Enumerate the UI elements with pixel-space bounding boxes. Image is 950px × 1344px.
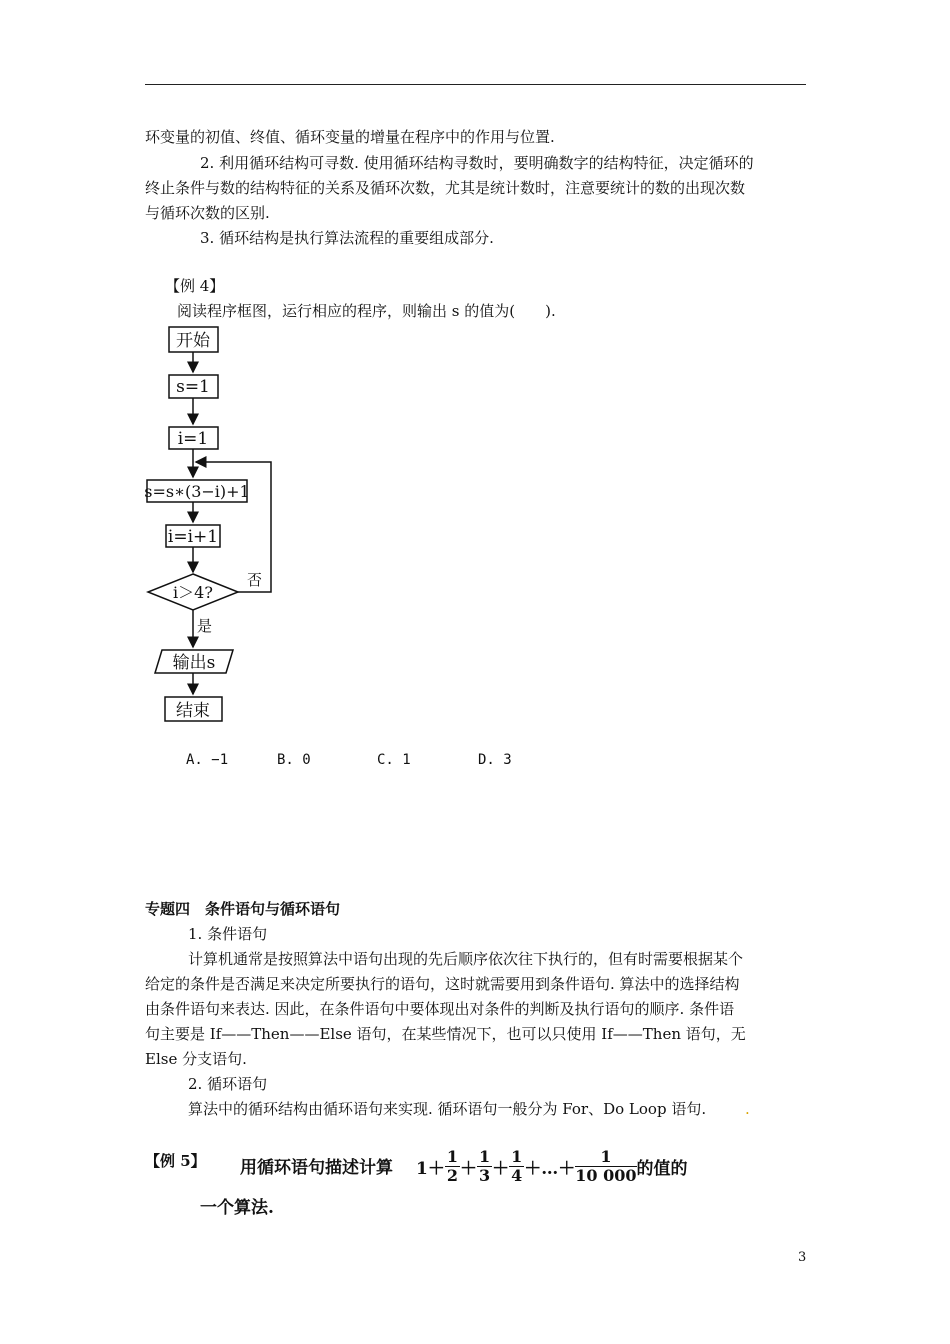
topic4-heading: 专题四 条件语句与循环语句 [145,900,341,918]
flowchart-update-s-label: s=s∗(3−i)+1 [144,482,250,501]
topic4-sub2: 2. 循环语句 [188,1075,268,1093]
example4-label: 【例 4】 [165,277,225,295]
flowchart-i-init-label: i=1 [177,429,209,449]
example5-line2: 一个算法. [200,1198,274,1218]
intro-line-4: 与循环次数的区别. [145,204,270,222]
flowchart-no-label: 否 [247,571,263,589]
topic4-p1-line2: 给定的条件是否满足来决定所要执行的语句，这时就需要用到条件语句. 算法中的选择结构 [145,975,740,993]
decorative-dot: . [745,1100,750,1118]
header-rule [145,84,806,85]
formula-plus-2: ＋ [492,1159,510,1179]
fraction-4 [575,1148,636,1185]
flowchart-start-label: 开始 [176,331,210,351]
formula-plus-1: ＋ [459,1159,477,1179]
example4-question: 阅读程序框图，运行相应的程序，则输出 s 的值为( ). [177,302,556,320]
intro-line-5: 3. 循环结构是执行算法流程的重要组成部分. [200,229,494,247]
option-c: C. 1 [377,752,411,768]
page-number: 3 [798,1250,807,1265]
topic4-sub1: 1. 条件语句 [188,925,268,943]
fraction-1 [445,1148,460,1185]
option-d: D. 3 [478,752,512,768]
flowchart-output-label: 输出s [172,653,216,673]
intro-line-1: 环变量的初值、终值、循环变量的增量在程序中的作用与位置. [145,128,555,146]
fraction-1-den: 2 [446,1166,458,1185]
flowchart-condition-label: i＞4? [173,583,213,602]
example5-formula [416,1148,688,1185]
intro-line-2: 2. 利用循环结构可寻数. 使用循环结构寻数时，要明确数字的结构特征，决定循环的 [200,154,754,172]
flowchart-s-init-label: s=1 [176,377,210,397]
flowchart-end-label: 结束 [176,701,210,721]
fraction-2 [477,1148,492,1185]
topic4-p2-line1: 算法中的循环结构由循环语句来实现. 循环语句一般分为 For、Do Loop 语句. [188,1100,707,1118]
flowchart-yes-label: 是 [197,617,213,635]
flowchart [140,320,290,730]
example5-text-before: 用循环语句描述计算 [240,1158,393,1178]
fraction-3 [509,1148,524,1185]
fraction-2-den: 3 [478,1166,491,1185]
example5-label: 【例 5】 [145,1152,206,1170]
topic4-p1-line3: 由条件语句来表达. 因此，在条件语句中要体现出对条件的判断及执行语句的顺序. 条件语 [145,1000,735,1018]
example5-text-after: 的值的 [636,1159,688,1179]
intro-line-3: 终止条件与数的结构特征的关系及循环次数，尤其是统计数时，注意要统计的数的出现次数 [145,179,746,197]
fraction-4-num: 1 [575,1148,636,1167]
fraction-3-num: 1 [511,1147,523,1166]
formula-middle: ＋…＋ [524,1159,576,1179]
option-b: B. 0 [277,752,311,768]
fraction-2-num: 1 [478,1147,491,1166]
fraction-4-den: 10 000 [575,1166,637,1185]
option-a: A. −1 [186,752,229,768]
flowchart-update-i-label: i=i+1 [167,527,219,547]
formula-lead: 1＋ [416,1159,445,1179]
topic4-p1-line4: 句主要是 If——Then——Else 语句，在某些情况下，也可以只使用 If——Then 语句，无 [145,1025,746,1043]
fraction-1-num: 1 [446,1147,458,1166]
fraction-3-den: 4 [511,1166,523,1185]
topic4-p1-line5: Else 分支语句. [145,1050,247,1068]
topic4-p1-line1: 计算机通常是按照算法中语句出现的先后顺序依次往下执行的，但有时需要根据某个 [188,950,744,968]
